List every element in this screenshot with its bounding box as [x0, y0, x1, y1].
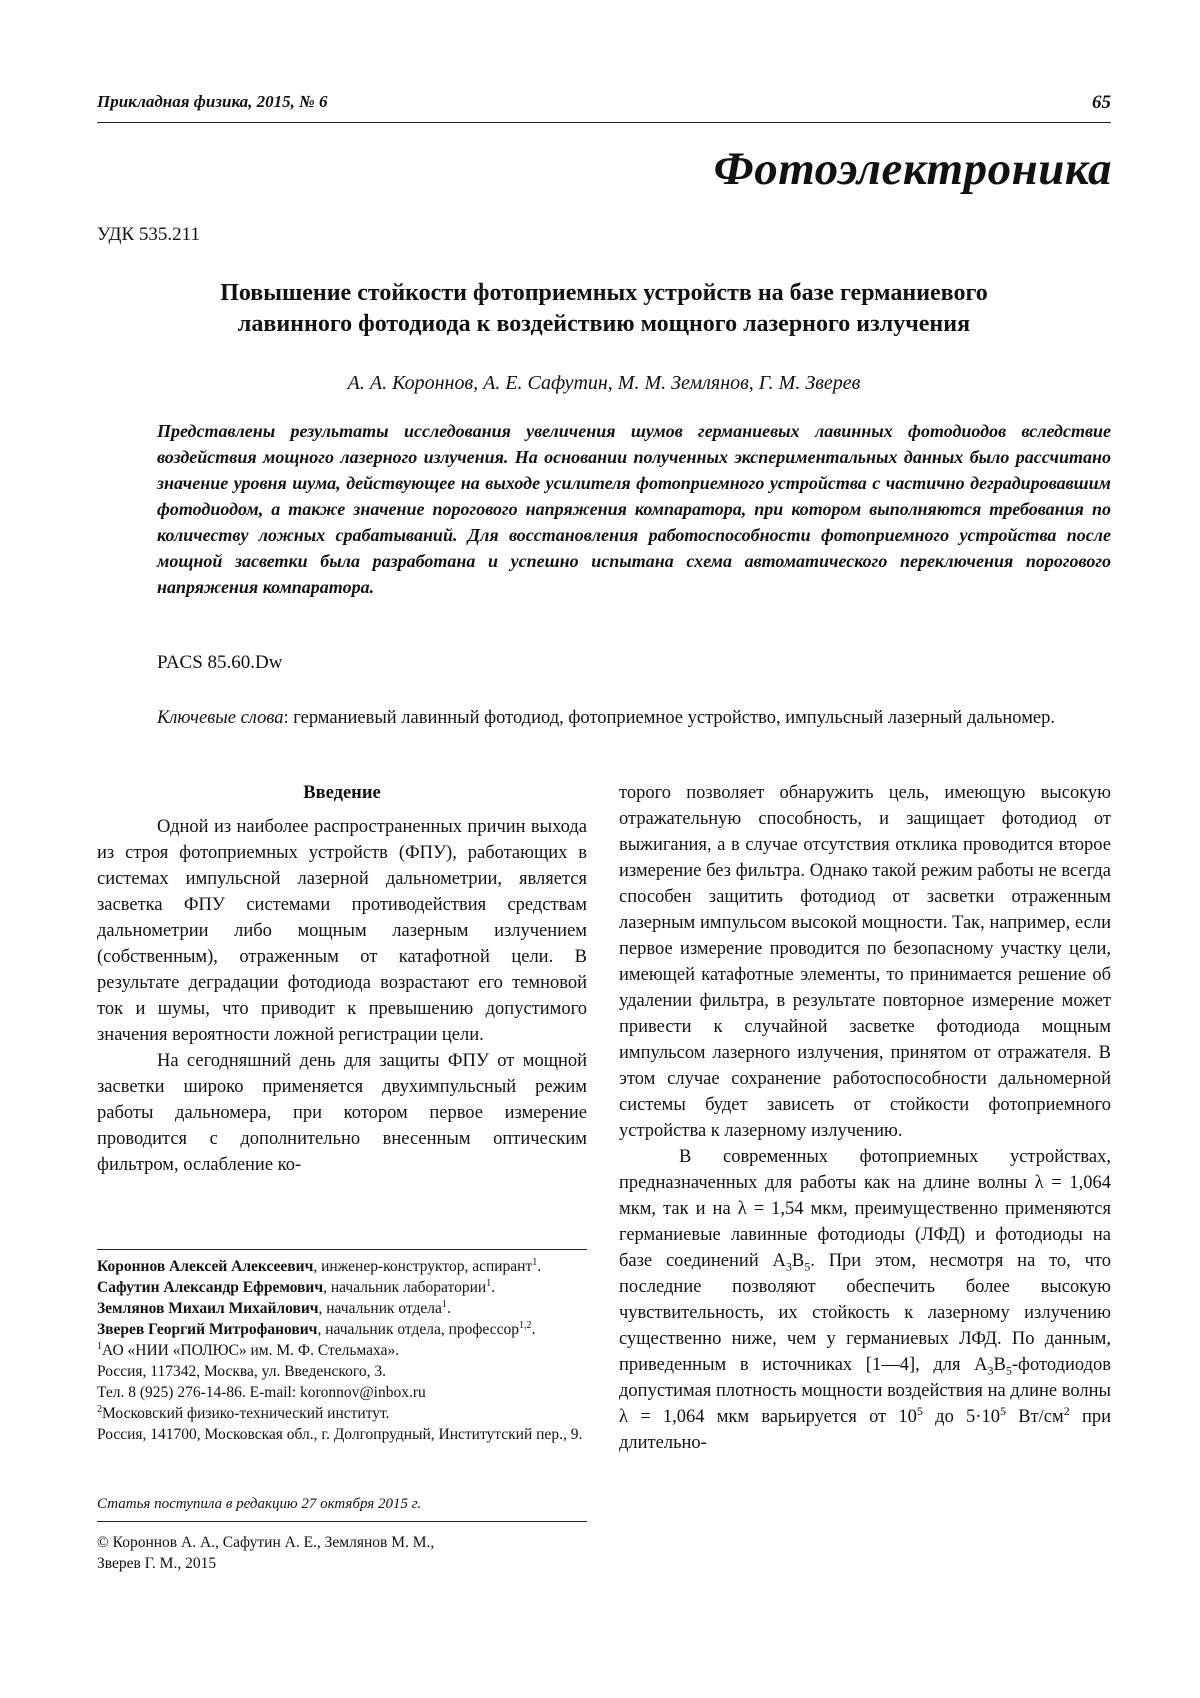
section-title: Фотоэлектроника	[713, 143, 1112, 195]
superscript: 2	[1063, 1403, 1070, 1418]
abstract: Представлены результаты исследования увеличения шумов германиевых лавинных фотодиодов вследствие воздействия мощного лазерного излучения. На основании полученных экспериментальных данных было рассчитано значение уровня шума, действующее на выходе усилителя фотоприемного устройства с частично деградировавшим фотодиодом, а также значение порогового напряжения компаратора, при котором выполняются требования по количеству ложных срабатываний. Для восстановления работоспособности фотоприемного устройства после мощной засветки была разработана и успешно испытана схема автоматического переключения порогового напряжения компаратора.	[157, 421, 1111, 597]
text-run: В современных фотоприемных устройствах, предназначенных для работы как на длине волны λ = 1,064 мкм, так и на λ = 1,54 мкм, преимущественно применяются германиевые лавинные фотодиоды (ЛФД) и фотодиоды на базе соединений А	[619, 1147, 1111, 1271]
right-column	[619, 780, 1111, 1456]
article-title	[97, 278, 1111, 340]
author-role: , начальник лаборатории	[323, 1279, 487, 1296]
superscript: 1	[97, 1340, 103, 1352]
intro-heading: Введение	[303, 783, 381, 803]
title-line-2: лавинного фотодиода к воздействию мощного лазерного излучения	[237, 311, 971, 337]
affiliation-2	[97, 1277, 587, 1298]
keywords-label: Ключевые слова	[157, 708, 284, 728]
text-run: . При этом, несмотря на то, что последние позволяют обеспечить более высокую чувствительность, их стойкость к лазерному излучению существенно ниже, чем у германиевых ЛФД. По данным, приведенным в источниках [1—4], для А	[619, 1251, 1111, 1375]
superscript: 1	[441, 1298, 447, 1310]
author-name: Короннов Алексей Алексеевич	[97, 1258, 314, 1275]
keywords	[157, 705, 1111, 731]
text-run: В	[993, 1355, 1006, 1375]
superscript: 1	[486, 1277, 492, 1289]
text-run: .	[446, 1300, 451, 1317]
text-run: до 5·10	[922, 1407, 1000, 1427]
superscript: 1	[532, 1256, 538, 1268]
contact-1: Тел. 8 (925) 276-14-86. E-mail: koronnov@inbox.ru	[97, 1384, 426, 1401]
author-affiliations	[97, 1256, 587, 1445]
address-2: Россия, 141700, Московская обл., г. Долгопрудный, Институтский пер., 9.	[97, 1426, 583, 1443]
affiliation-3	[97, 1298, 587, 1319]
footnote-divider	[97, 1249, 587, 1250]
text-run: .	[491, 1279, 496, 1296]
title-line-1: Повышение стойкости фотоприемных устройств на базе германиевого	[220, 280, 988, 306]
author-name: Сафутин Александр Ефремович	[97, 1279, 324, 1296]
text-run: .	[537, 1258, 542, 1275]
subscript: 3	[785, 1259, 792, 1274]
author-name: Землянов Михаил Михайлович	[97, 1300, 319, 1317]
left-column	[97, 780, 587, 1178]
text-run: .	[531, 1321, 536, 1338]
keywords-text: : германиевый лавинный фотодиод, фотоприемное устройство, импульсный лазерный дальномер.	[283, 708, 1055, 728]
author-role: , инженер-конструктор, аспирант	[313, 1258, 533, 1275]
copyright-line-1: © Короннов А. А., Сафутин А. Е., Землянов М. М.,	[97, 1534, 435, 1551]
superscript: 5	[916, 1403, 923, 1418]
copyright	[97, 1532, 587, 1574]
organization-2	[97, 1403, 587, 1424]
text-run: Вт/см	[1005, 1407, 1064, 1427]
pacs-code: PACS 85.60.Dw	[157, 652, 283, 673]
affiliation-1	[97, 1256, 587, 1277]
received-date: Статья поступила в редакцию 27 октября 2015 г.	[97, 1496, 422, 1512]
text-run: -фотодиодов допустимая плотность мощности воздействия на длине волны λ = 1,064 мкм варьируется от 10	[619, 1355, 1111, 1427]
author-role: , начальник отдела	[318, 1300, 442, 1317]
udc-code: УДК 535.211	[97, 224, 200, 245]
author-name: Зверев Георгий Митрофанович	[97, 1321, 318, 1338]
page-number: 65	[1092, 92, 1111, 113]
organization-1	[97, 1340, 587, 1361]
journal-title: Прикладная физика, 2015, № 6	[97, 92, 328, 111]
copyright-divider	[97, 1521, 587, 1522]
affiliation-4	[97, 1319, 587, 1340]
address-1: Россия, 117342, Москва, ул. Введенского, 3.	[97, 1363, 386, 1380]
authors: А. А. Короннов, А. Е. Сафутин, М. М. Землянов, Г. М. Зверев	[347, 372, 861, 394]
intro-paragraph-1: Одной из наиболее распространенных причин выхода из строя фотоприемных устройств (ФПУ), работающих в системах импульсной лазерной дальнометрии, является засветка ФПУ системами противодействия средствам дальнометрии либо мощным лазерным излучением (собственным), отраженным от катафотной цели. В результате деградации фотодиода возрастают его темновой ток и шумы, что приводит к превышению допустимого значения вероятности ложной регистрации цели.	[97, 817, 587, 1045]
subscript: 5	[804, 1259, 811, 1274]
intro-paragraph-2: На сегодняшний день для защиты ФПУ от мощной засветки широко применяется двухимпульсный режим работы дальномера, при котором первое измерение проводится с дополнительно внесенным оптическим фильтром, ослабление ко-	[97, 1051, 587, 1175]
running-head	[97, 92, 1111, 123]
right-paragraph-2	[619, 1144, 1111, 1456]
text-run: В	[791, 1251, 805, 1271]
superscript: 5	[999, 1403, 1006, 1418]
org-name: АО «НИИ «ПОЛЮС» им. М. Ф. Стельмаха».	[102, 1342, 400, 1359]
org-name: Московский физико-технический институт.	[102, 1405, 390, 1422]
right-paragraph-1: торого позволяет обнаружить цель, имеющую высокую отражательную способность, и защищает фотодиод от выжигания, а в случае отсутствия отклика проводится второе измерение без фильтра. Однако такой режим работы не всегда способен защитить фотодиод от засветки отраженным лазерным импульсом высокой мощности. Так, например, если первое измерение проводится по безопасному участку цели, имеющей катафотные элементы, то принимается решение об удалении фильтра, в результате повторное измерение может привести к случайной засветке фотодиода мощным импульсом лазерного излучения, принятом от отражателя. В этом случае сохранение работоспособности дальномерной системы будет зависеть от стойкости фотоприемного устройства к лазерному излучению.	[619, 783, 1111, 1141]
superscript: 2	[97, 1403, 103, 1415]
text-run: при длительно-	[619, 1407, 1111, 1453]
author-role: , начальник отдела, профессор	[317, 1321, 519, 1338]
copyright-line-2: Зверев Г. М., 2015	[97, 1555, 217, 1572]
superscript: 1,2	[518, 1319, 532, 1331]
subscript: 3	[987, 1363, 994, 1378]
subscript: 5	[1005, 1363, 1012, 1378]
